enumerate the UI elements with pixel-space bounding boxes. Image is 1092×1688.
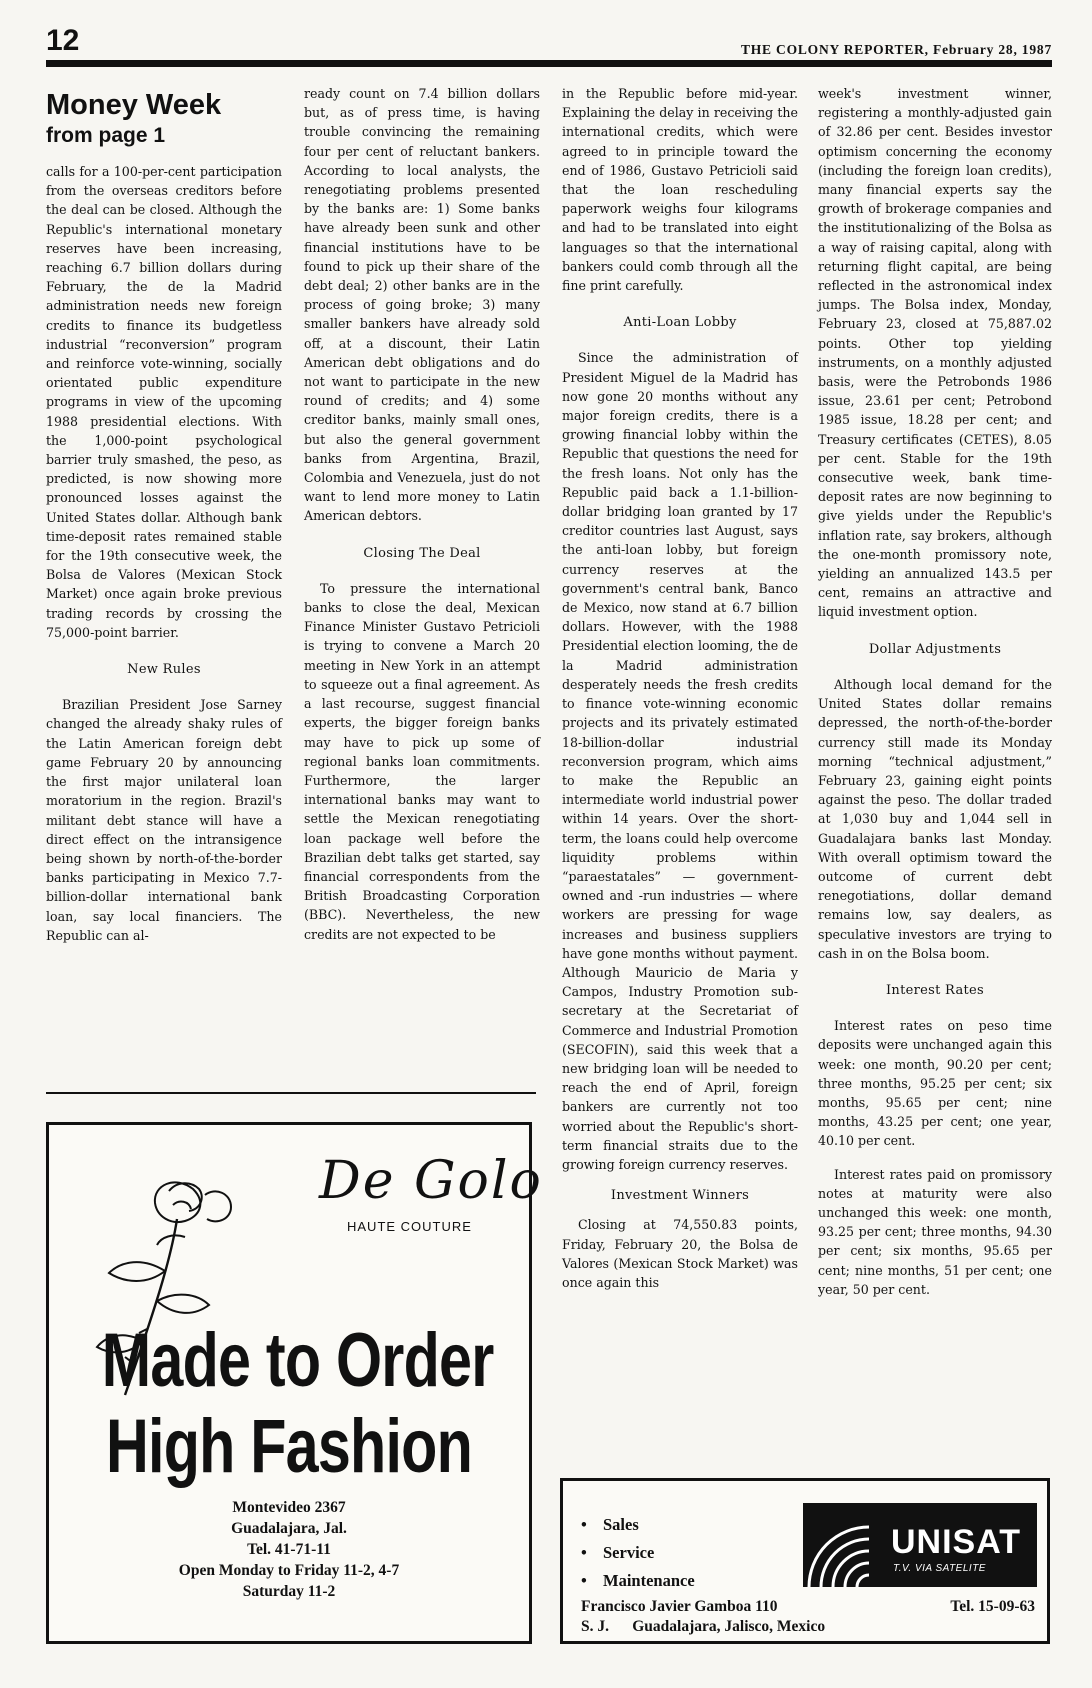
paragraph: in the Republic before mid-year. Explaining the delay in receiving the international credits, which were agreed to in principle toward the end of 1986, Gustavo Petricioli said that the loan rescheduling paperwork weighs four kilograms and had to be translated into eight languages so that the international bankers could comb through all the fine print carefully. xyxy=(562,86,798,294)
section-heading-closing-the-deal: Closing The Deal xyxy=(363,545,481,561)
list-item: • Service xyxy=(581,1543,655,1562)
paragraph: calls for a 100-per-cent participation from the overseas creditors before the deal can be closed. Although the Republic's international monetary reserves have been increasing, reaching 6.7 billion dollars during February, the de la Madrid administration needs new foreign credits to finance its budgetless industrial “reconversion” program and reinforce vote-winning, socially orientated public expenditure programs in view of the upcoming 1988 presidential elections. With the 1,000-point psychological barrier truly smashed, the peso, as predicted, is now showing more pronounced losses against the United States dollar. Although bank time-deposit rates remained stable for the 19th consecutive week, the Bolsa de Valores (Mexican Stock Market) once again broke previous trading records by crossing the 75,000-point barrier. xyxy=(46,164,282,640)
article-headline: Money Week xyxy=(46,89,222,121)
unisat-services-list xyxy=(581,1511,695,1595)
list-item: • Maintenance xyxy=(581,1571,695,1590)
unisat-contact xyxy=(581,1597,1035,1637)
paragraph: ready count on 7.4 billion dollars but, as of press time, is having trouble convincing the remaining four per cent of reluctant bankers. According to local analysts, the renegotiating problems presented by the banks are: 1) Some banks have already been sunk and other financial institutions have to be found to pick up their share of the debt deal; 2) other banks are in the process of going broke; 3) many smaller bankers have already sold off, at a discount, their Latin American debt obligations and do not want to participate in the new round of credits; and 4) some creditor banks, mainly small ones, but also the general government banks from Argentina, Brazil, Colombia and Venezuela, just do not want to lend more money to Latin American debtors. xyxy=(304,86,540,524)
section-heading-investment-winners: Investment Winners xyxy=(610,1188,750,1204)
page-number: 12 xyxy=(46,24,80,57)
paragraph: Although local demand for the United States dollar remains depressed, the north-of-the-border currency still made its Monday morning “technical adjustment,” February 23, gaining eight points against the peso. The dollar traded at 1,030 buy and 1,044 sell in Guadalajara banks last Monday. With overall optimism toward the outcome of current debt renegotiations, dollar demand remains low, say dealers, as speculative investors are trying to cash in on the Bolsa boom. xyxy=(818,676,1052,961)
section-heading-new-rules: New Rules xyxy=(127,662,201,678)
ad-headline-line2: High Fashion xyxy=(105,1404,473,1489)
article-column-3 xyxy=(562,84,798,1292)
degolo-hours-saturday: Saturday 11-2 xyxy=(242,1583,336,1600)
unisat-phone: Tel. 15-09-63 xyxy=(950,1598,1035,1615)
article-column-2 xyxy=(304,84,540,944)
ad-separator-rule xyxy=(46,1092,536,1094)
degolo-tagline: HAUTE COUTURE xyxy=(347,1219,472,1234)
masthead-rule xyxy=(46,60,1052,67)
article-column-4 xyxy=(818,84,1052,1299)
ad-headline-line1: Made to Order xyxy=(101,1318,494,1403)
paragraph: To pressure the international banks to close the deal, Mexican Finance Minister Gustavo Petricioli is trying to convene a March 20 meeting in New York in an attempt to squeeze out a final agreement. As a last recourse, suggest financial experts, the bigger foreign banks may have to pick up some of regional banks loan commitments. Furthermore, the larger international banks may want to settle the Mexican renegotiating loan package well before the Brazilian debt talks get started, say financial correspondents from the British Broadcasting Corporation (BBC). Nevertheless, the new credits are not expected to be xyxy=(304,580,540,942)
unisat-logo xyxy=(803,1503,1037,1587)
degolo-address: Montevideo 2367 xyxy=(232,1499,346,1516)
paragraph: week's investment winner, registering a monthly-adjusted gain of 32.86 per cent. Besides investor optimism concerning the economy (including the foreign loan credits), many financial experts say the growth of brokerage companies and the institutionalizing of the Bolsa as a way of raising capital, along with returning flight capital, are being reflected in the astronomical index jumps. The Bolsa index, Monday, February 23, closed at 75,887.02 points. Other top yielding instruments, on a monthly adjusted basis, were the Petrobonds 1986 issue, 23.61 per cent; Petrobond 1985 issue, 18.28 per cent; and Treasury certificates (CETES), 8.05 per cent. Stable for the 19th consecutive week, bank time-deposit rates are now beginning to give yields under the Republic's inflation rate, say brokers, although the one-month promissory note, yielding an annualized 143.5 per cent, remains an attractive and liquid investment option. xyxy=(818,86,1052,620)
paragraph: Interest rates paid on promissory notes at maturity were also unchanged this week: one month, 93.25 per cent; three months, 94.30 per cent; six months, 95.65 per cent; nine months, 51 per cent; one year, 50 per cent. xyxy=(818,1166,1052,1297)
paragraph: Since the administration of President Miguel de la Madrid has now gone 20 months without any major foreign credits, there is a growing financial lobby within the Republic that questions the need for the fresh loans. Not only has the Republic paid back a 1.1-billion-dollar bridging loan granted by 17 creditor countries last August, says the anti-loan lobby, but foreign currency reserves at the government's central bank, Banco de Mexico, now stand at 6.7 billion dollars. However, with the 1988 Presidential election looming, the de la Madrid administration desperately needs the fresh credits to finance vote-winning economic projects and its privately estimated 18-billion-dollar industrial reconversion program, which aims to make the Republic an intermediate world industrial power within 14 years. Over the short-term, the loans could help overcome liquidity problems within “paraestatales” — government-owned and -run industries — where workers are pressing for wage increases and business suppliers have gone months without payment. Although Mauricio de Maria y Campos, Industry Promotion sub-secretary at the Secretariat of Commerce and Industrial Promotion (SECOFIN), said this week that a new bridging loan will be needed to reach the end of April, foreign bankers are currently not too worried about the Republic's short-term financial straits due to the growing foreign currency reserves. xyxy=(562,350,798,1172)
degolo-phone: Tel. 41-71-11 xyxy=(247,1541,331,1558)
degolo-brand: De Golo xyxy=(319,1151,543,1211)
degolo-advertisement xyxy=(46,1122,543,1644)
list-item: • Sales xyxy=(581,1515,639,1534)
degolo-hours-weekday: Open Monday to Friday 11-2, 4-7 xyxy=(178,1562,400,1579)
paragraph: Brazilian President Jose Sarney changed the already shaky rules of the Latin American foreign debt game February 20 by announcing the first major unilateral loan moratorium in the region. Brazil's militant debt stance will have a direct effect on the intransigence being shown by north-of-the-border banks participating in Mexico 7.7-billion-dollar international bank loan, say local financiers. The Republic can al- xyxy=(46,697,282,943)
unisat-logo-name: UNISAT xyxy=(891,1523,1022,1561)
unisat-city: S. J. Guadalajara, Jalisco, Mexico xyxy=(581,1618,826,1635)
section-heading-anti-loan-lobby: Anti-Loan Lobby xyxy=(623,315,737,331)
paragraph: Interest rates on peso time deposits were unchanged again this week: one month, 90.20 per cent; three months, 95.25 per cent; six months, 95.65 per cent; nine months, 43.25 per cent; one year, 40.10 per cent. xyxy=(818,1018,1052,1149)
newspaper-masthead: THE COLONY REPORTER, February 28, 1987 xyxy=(740,42,1052,57)
unisat-logo-sub: T.V. VIA SATELITE xyxy=(893,1563,986,1574)
unisat-address: Francisco Javier Gamboa 110 xyxy=(581,1598,778,1615)
article-column-1 xyxy=(46,84,282,945)
paragraph: Closing at 74,550.83 points, Friday, February 20, the Bolsa de Valores (Mexican Stock Market) was once again this xyxy=(562,1217,798,1290)
section-heading-interest-rates: Interest Rates xyxy=(886,982,984,998)
degolo-city: Guadalajara, Jal. xyxy=(231,1520,347,1537)
article-subhead: from page 1 xyxy=(46,124,166,147)
unisat-advertisement xyxy=(560,1478,1050,1644)
section-heading-dollar-adjustments: Dollar Adjustments xyxy=(868,641,1002,657)
